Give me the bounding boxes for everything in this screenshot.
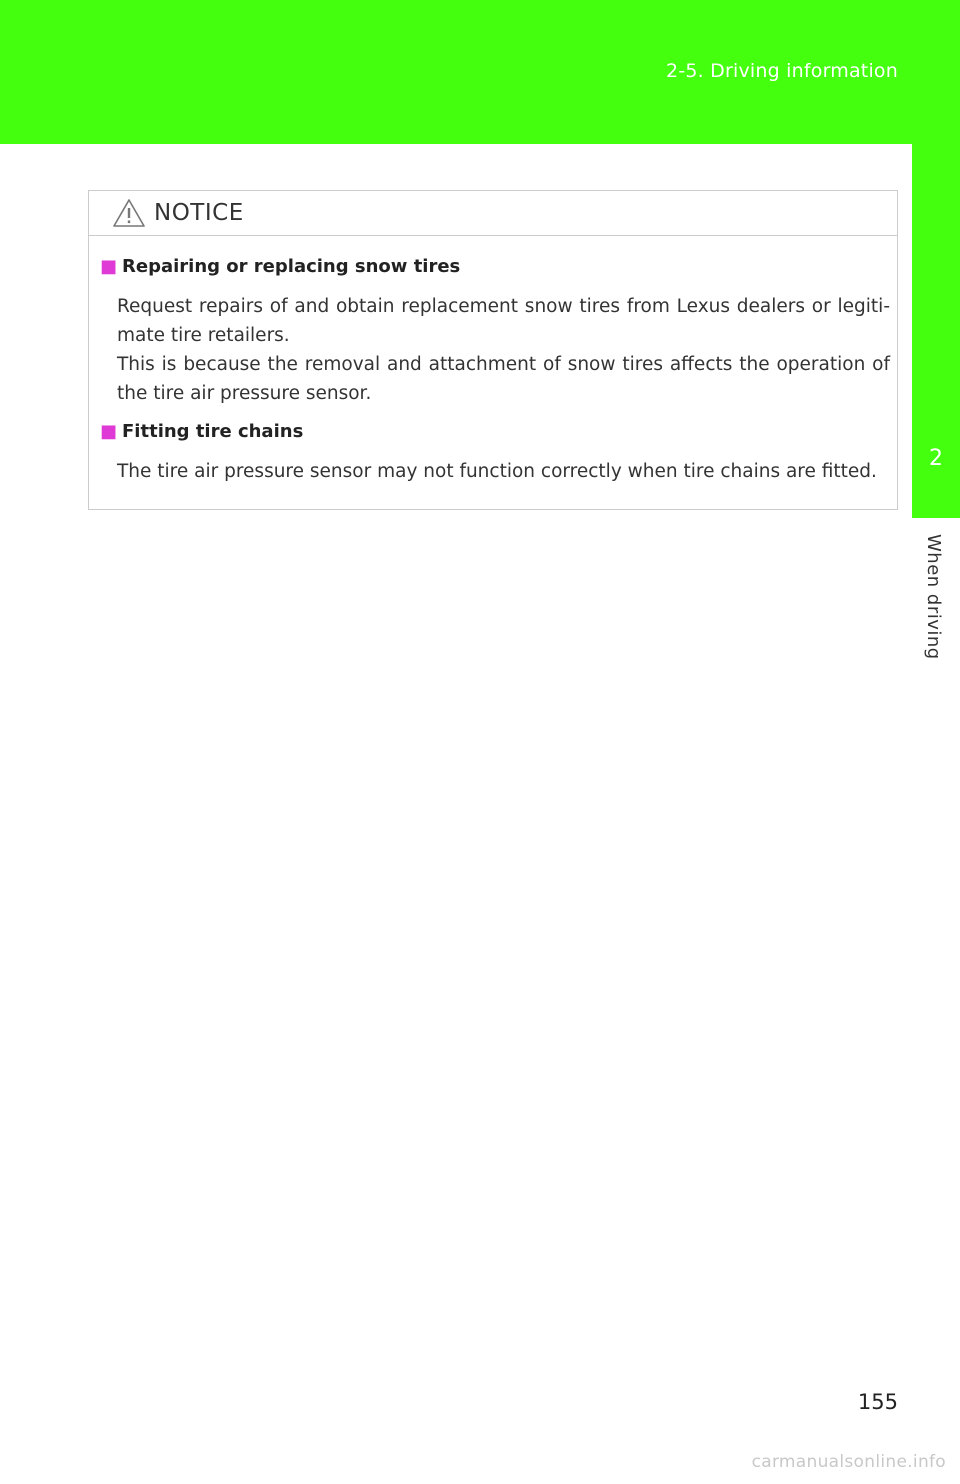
notice-box bbox=[88, 190, 898, 510]
chapter-label: When driving bbox=[923, 534, 944, 660]
bullet-square-icon: ■ bbox=[100, 256, 118, 277]
notice-title: NOTICE bbox=[154, 200, 244, 226]
bullet-square-icon: ■ bbox=[100, 421, 118, 442]
chapter-tab bbox=[912, 144, 960, 518]
page-header bbox=[0, 0, 960, 144]
section-body bbox=[117, 457, 890, 486]
notice-header bbox=[89, 191, 897, 236]
chapter-number: 2 bbox=[929, 446, 943, 471]
section-heading-text: Repairing or replacing snow tires bbox=[122, 256, 461, 277]
page-number: 155 bbox=[857, 1390, 898, 1414]
paragraph: Request repairs of and obtain replacement snow tires from Lexus dealers or legiti-mate tire retailers. bbox=[117, 296, 890, 346]
section-body bbox=[117, 292, 890, 408]
section-title: 2-5. Driving information bbox=[666, 60, 898, 82]
paragraph: The tire air pressure sensor may not function correctly when tire chains are fitted. bbox=[117, 461, 877, 482]
paragraph: This is because the removal and attachment of snow tires affects the operation of the tire air pressure sensor. bbox=[117, 354, 890, 404]
section-heading-text: Fitting tire chains bbox=[122, 421, 304, 442]
watermark: carmanualsonline.info bbox=[751, 1452, 946, 1472]
section-heading bbox=[100, 256, 460, 277]
section-heading bbox=[100, 421, 303, 442]
warning-triangle-icon bbox=[112, 198, 146, 228]
